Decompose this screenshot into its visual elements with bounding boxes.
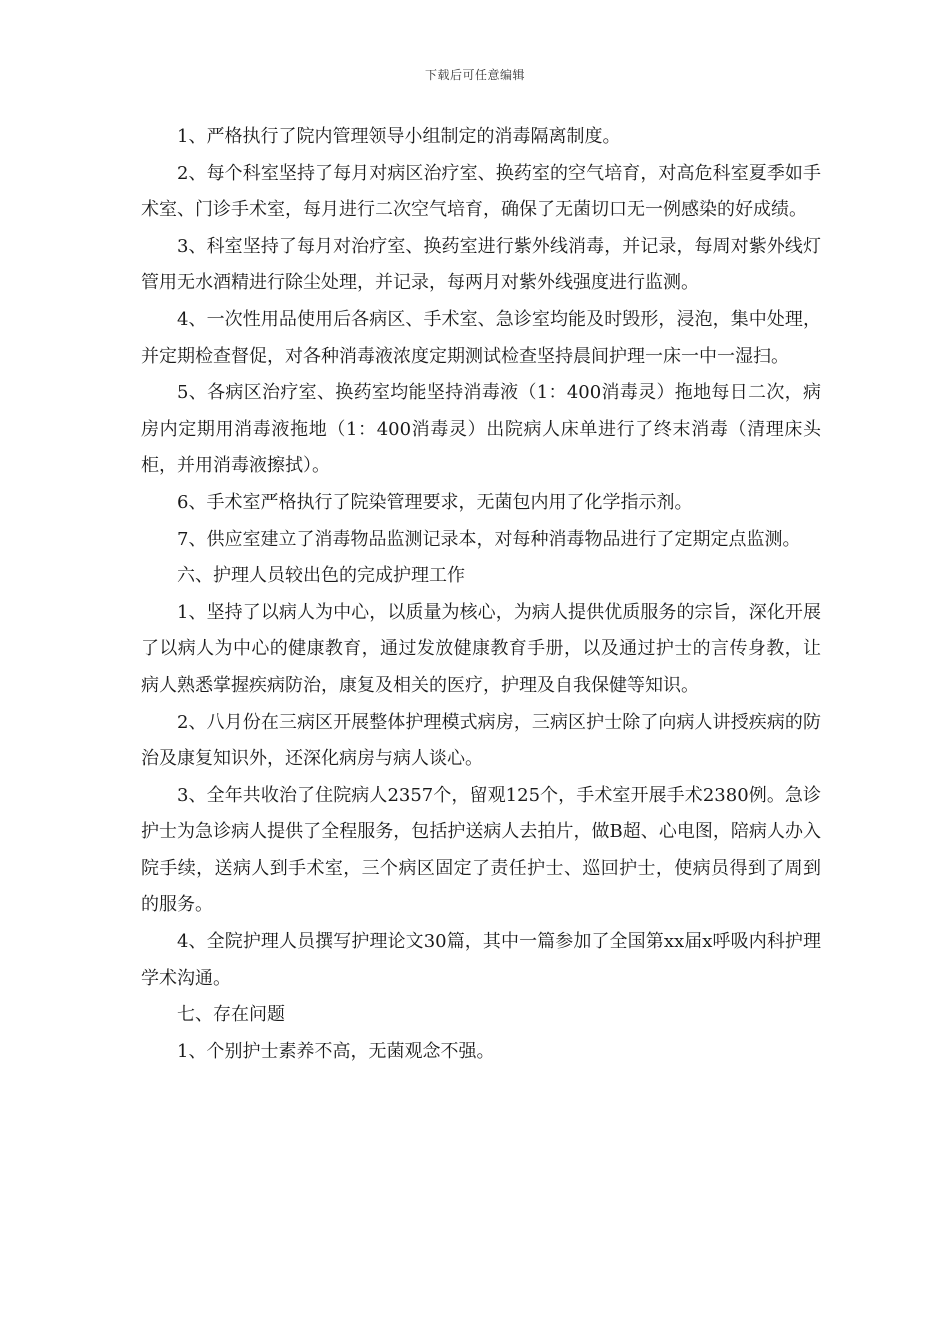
paragraph-item-4: 4、一次性用品使用后各病区、手术室、急诊室均能及时毁形，浸泡，集中处理，并定期检查督促，对各种消毒液浓度定期测试检查坚持晨间护理一床一中一湿扫。 [141, 308, 821, 367]
paragraph-item-5: 5、各病区治疗室、换药室均能坚持消毒液（1：400消毒灵）拖地每日二次，病房内定期用消毒液拖地（1：400消毒灵）出院病人床单进行了终末消毒（清理床头柜，并用消毒液擦拭）。 [141, 382, 821, 477]
document-body [141, 119, 821, 1070]
paragraph-item-6: 6、手术室严格执行了院染管理要求，无菌包内用了化学指示剂。 [177, 491, 693, 513]
paragraph-item-12: 1、个别护士素养不高，无菌观念不强。 [177, 1040, 495, 1062]
paragraph-item-8: 1、坚持了以病人为中心，以质量为核心，为病人提供优质服务的宗旨，深化开展了以病人为中心的健康教育，通过发放健康教育手册，以及通过护士的言传身教，让病人熟悉掌握疾病防治，康复及相关的医疗，护理及自我保健等知识。 [141, 601, 821, 696]
paragraph-item-7: 7、供应室建立了消毒物品监测记录本，对每种消毒物品进行了定期定点监测。 [177, 528, 801, 550]
paragraph-item-1: 1、严格执行了院内管理领导小组制定的消毒隔离制度。 [177, 126, 621, 147]
section-heading-six: 六、护理人员较出色的完成护理工作 [177, 565, 465, 587]
paragraph-item-11: 4、全院护理人员撰写护理论文30篇，其中一篇参加了全国第xx届x呼吸内科护理学术沟通。 [141, 931, 821, 989]
section-heading-seven: 七、存在问题 [177, 1004, 285, 1026]
paragraph-item-2: 2、每个科室坚持了每月对病区治疗室、换药室的空气培育，对高危科室夏季如手术室、门诊手术室，每月进行二次空气培育，确保了无菌切口无一例感染的好成绩。 [141, 162, 821, 221]
paragraph-item-3: 3、科室坚持了每月对治疗室、换药室进行紫外线消毒，并记录，每周对紫外线灯管用无水酒精进行除尘处理，并记录，每两月对紫外线强度进行监测。 [141, 235, 821, 294]
page-header-note: 下载后可任意编辑 [424, 68, 525, 82]
paragraph-item-10: 3、全年共收治了住院病人2357个，留观125个，手术室开展手术2380例。急诊护士为急诊病人提供了全程服务，包括护送病人去拍片，做B超、心电图，陪病人办入院手续，送病人到手术室，三个病区固定了责任护士、巡回护士，使病员得到了周到的服务。 [141, 784, 821, 916]
paragraph-item-9: 2、八月份在三病区开展整体护理模式病房，三病区护士除了向病人讲授疾病的防治及康复知识外，还深化病房与病人谈心。 [141, 711, 821, 770]
